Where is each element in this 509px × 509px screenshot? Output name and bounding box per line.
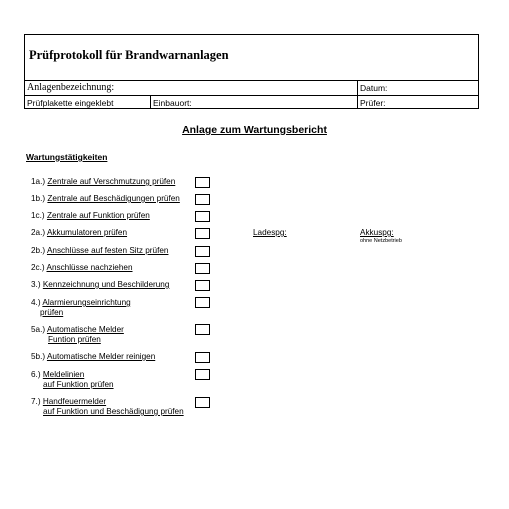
header-col-divider-right: [357, 80, 358, 109]
task-item: 1a.) Zentrale auf Verschmutzung prüfen: [31, 177, 176, 186]
document-title: Prüfprotokoll für Brandwarnanlagen: [29, 48, 229, 62]
task-item: 4.) Alarmierungseinrichtung prüfen: [31, 298, 131, 317]
task-item: 2b.) Anschlüsse auf festen Sitz prüfen: [31, 246, 169, 255]
task-checkbox[interactable]: [195, 263, 210, 274]
anlagenbezeichnung-label: Anlagenbezeichnung:: [27, 82, 115, 93]
datum-label: Datum:: [360, 83, 388, 93]
subtitle: Anlage zum Wartungsbericht: [182, 124, 327, 136]
einbauort-label: Einbauort:: [153, 98, 192, 108]
task-item: 2c.) Anschlüsse nachziehen: [31, 263, 133, 272]
task-item: 5a.) Automatische Melder Funtion prüfen: [31, 325, 124, 344]
pruefer-label: Prüfer:: [360, 98, 386, 108]
task-checkbox[interactable]: [195, 297, 210, 308]
task-item: 7.) Handfeuermelder auf Funktion und Beschädigung prüfen: [31, 397, 184, 416]
task-checkbox[interactable]: [195, 369, 210, 380]
header-divider-2: [25, 95, 478, 96]
task-item: 2a.) Akkumulatoren prüfen: [31, 228, 128, 237]
task-item: 5b.) Automatische Melder reinigen: [31, 352, 156, 361]
task-checkbox[interactable]: [195, 228, 210, 239]
header-divider-1: [25, 80, 478, 81]
akkuspg-note: ohne Netzbetrieb: [360, 238, 402, 244]
task-checkbox[interactable]: [195, 246, 210, 257]
task-checkbox[interactable]: [195, 397, 210, 408]
task-checkbox[interactable]: [195, 211, 210, 222]
task-item: 6.) Meldelinien auf Funktion prüfen: [31, 370, 114, 389]
header-col-divider-mid: [150, 95, 151, 109]
pruefplakette-label: Prüfplakette eingeklebt: [27, 98, 114, 108]
akkuspg-label: Akkuspg:: [360, 228, 394, 237]
ladespg-label: Ladespg:: [253, 228, 287, 237]
task-checkbox[interactable]: [195, 194, 210, 205]
task-checkbox[interactable]: [195, 324, 210, 335]
task-checkbox[interactable]: [195, 177, 210, 188]
section-title: Wartungstätigkeiten: [26, 152, 108, 162]
task-item: 1c.) Zentrale auf Funktion prüfen: [31, 211, 150, 220]
header-table: [24, 34, 479, 109]
task-item: 3.) Kennzeichnung und Beschilderung: [31, 280, 170, 289]
task-checkbox[interactable]: [195, 280, 210, 291]
task-checkbox[interactable]: [195, 352, 210, 363]
task-item: 1b.) Zentrale auf Beschädigungen prüfen: [31, 194, 180, 203]
